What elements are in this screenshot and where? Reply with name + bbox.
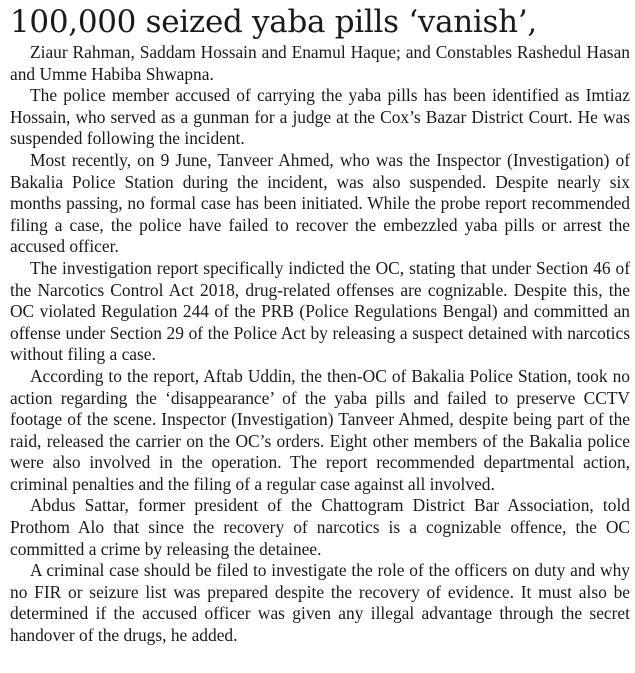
paragraph-officers-list: Ziaur Rahman, Saddam Hossain and Enamul Haque; and Constables Rashedul Hasan and Umme Habiba Shwapna. (10, 42, 630, 84)
paragraph-bar-association: Abdus Sattar, former president of the Chattogram District Bar Association, told Prothom Alo that since the recovery of narcotics is a cognizable offence, the OC committed a crime by releasing the detainee. (10, 495, 630, 559)
paragraph-investigation-report: The investigation report specifically indicted the OC, stating that under Section 46 of the Narcotics Control Act 2018, drug-related offenses are cognizable. Despite this, the OC violated Regulation 244 of the PRB (Police Regulations Bengal) and committed an offense under Section 29 of the Police Act by releasing a suspect detained with narcotics without filing a case. (10, 257, 630, 365)
paragraph-accused-identified: The police member accused of carrying the yaba pills has been identified as Imtiaz Hossain, who served as a gunman for a judge at the Cox’s Bazar District Court. He was suspended following the incident. (10, 85, 630, 149)
article-body (10, 42, 630, 647)
paragraph-criminal-case: A criminal case should be filed to investigate the role of the officers on duty and why no FIR or seizure list was prepared despite the recovery of evidence. It must also be determined if the accused officer was given any illegal advantage through the secret handover of the drugs, he added. (10, 560, 630, 646)
paragraph-report-findings: According to the report, Aftab Uddin, the then-OC of Bakalia Police Station, took no action regarding the ‘disappearance’ of the yaba pills and failed to preserve CCTV footage of the scene. Inspector (Investigation) Tanveer Ahmed, despite being part of the raid, released the carrier on the OC’s orders. Eight other members of the Bakalia police were also involved in the operation. The report recommended departmental action, criminal penalties and the filing of a regular case against all involved. (10, 365, 630, 494)
news-article (10, 4, 630, 647)
headline: 100,000 seized yaba pills ‘vanish’, (10, 4, 537, 40)
paragraph-inspector-suspended: Most recently, on 9 June, Tanveer Ahmed, who was the Inspector (Investigation) of Bakalia Police Station during the incident, was also suspended. Despite nearly six months passing, no formal case has been initiated. While the probe report recommended filing a case, the police have failed to recover the embezzled yaba pills or arrest the accused officer. (10, 149, 630, 257)
